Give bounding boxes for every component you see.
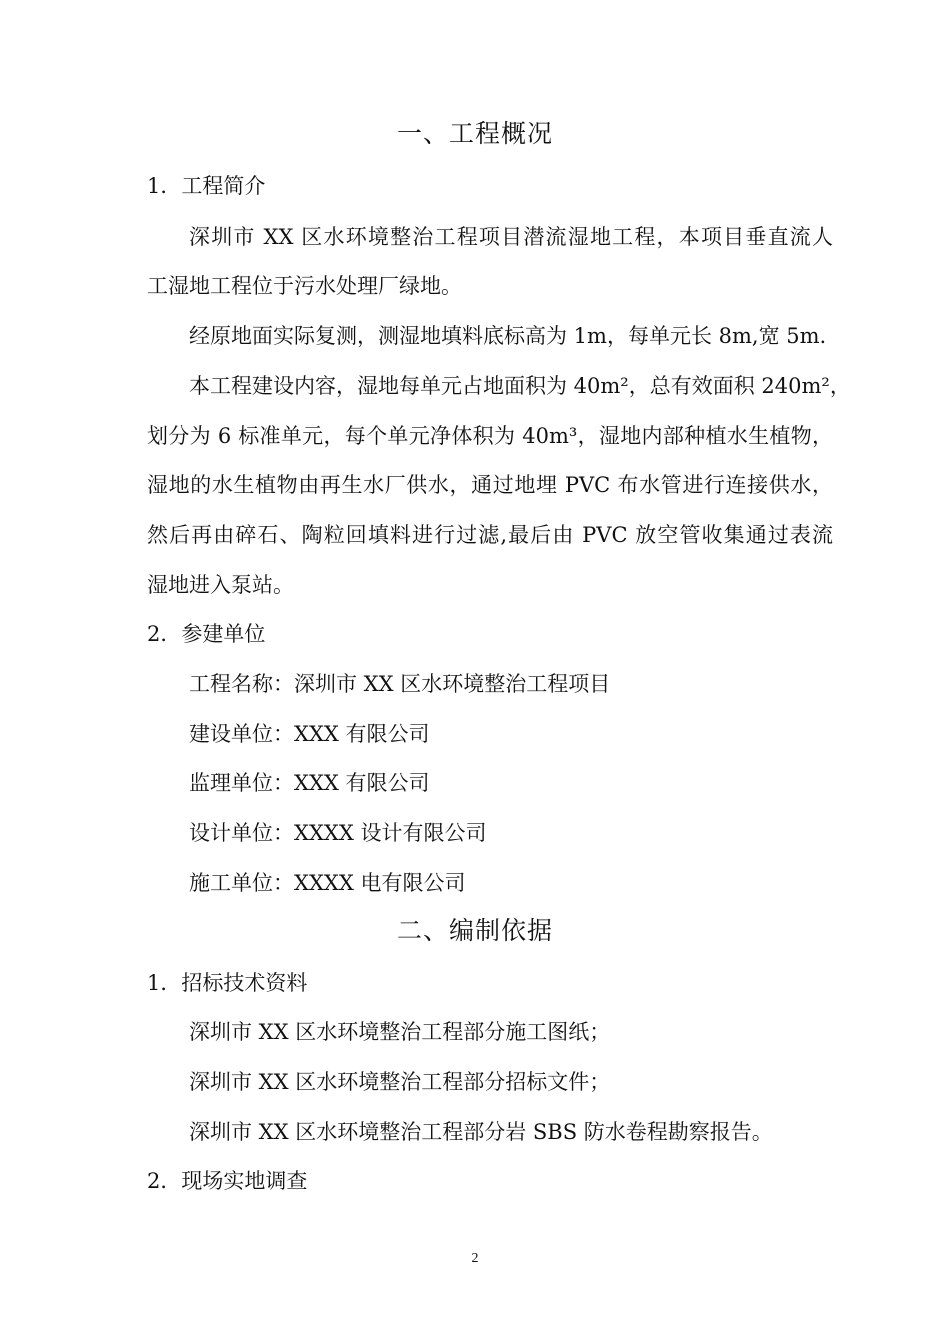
- unit-builder: 建设单位：XXX 有限公司: [189, 722, 430, 746]
- paragraph-content-line-2: 划分为 6 标准单元，每个单元净体积为 40m³，湿地内部种植水生植物，: [147, 424, 833, 448]
- page-number: 2: [471, 1251, 479, 1266]
- paragraph-intro-line-2: 工湿地工程位于污水处理厂绿地。: [147, 274, 462, 298]
- paragraph-content-line-4: 然后再由碎石、陶粒回填料进行过滤,最后由 PVC 放空管收集通过表流: [147, 523, 833, 547]
- section-title-site-survey: 2．现场实地调查: [147, 1169, 308, 1193]
- heading-project-overview: 一、工程概况: [396, 119, 553, 148]
- paragraph-content-line-5: 湿地进入泵站。: [147, 573, 294, 597]
- doc-survey-report: 深圳市 XX 区水环境整治工程部分岩 SBS 防水卷程勘察报告。: [189, 1120, 773, 1144]
- section-title-participants: 2．参建单位: [147, 622, 266, 646]
- unit-supervisor: 监理单位：XXX 有限公司: [189, 771, 430, 795]
- section-title-project-intro: 1．工程简介: [147, 174, 266, 198]
- unit-project-name: 工程名称：深圳市 XX 区水环境整治工程项目: [189, 672, 611, 696]
- doc-tender-documents: 深圳市 XX 区水环境整治工程部分招标文件；: [189, 1070, 611, 1094]
- paragraph-intro-line-1: 深圳市 XX 区水环境整治工程项目潜流湿地工程，本项目垂直流人: [189, 225, 833, 249]
- heading-basis: 二、编制依据: [396, 916, 553, 945]
- paragraph-survey: 经原地面实际复测，测湿地填料底标高为 1m，每单元长 8m,宽 5m.: [189, 324, 827, 348]
- unit-constructor: 施工单位：XXXX 电有限公司: [189, 871, 466, 895]
- doc-construction-drawings: 深圳市 XX 区水环境整治工程部分施工图纸；: [189, 1020, 611, 1044]
- paragraph-content-line-1: 本工程建设内容，湿地每单元占地面积为 40m²，总有效面积 240m²，: [189, 374, 851, 398]
- paragraph-content-line-3: 湿地的水生植物由再生水厂供水，通过地埋 PVC 布水管进行连接供水，: [147, 473, 833, 497]
- unit-designer: 设计单位：XXXX 设计有限公司: [189, 821, 487, 845]
- section-title-tender-materials: 1．招标技术资料: [147, 971, 308, 995]
